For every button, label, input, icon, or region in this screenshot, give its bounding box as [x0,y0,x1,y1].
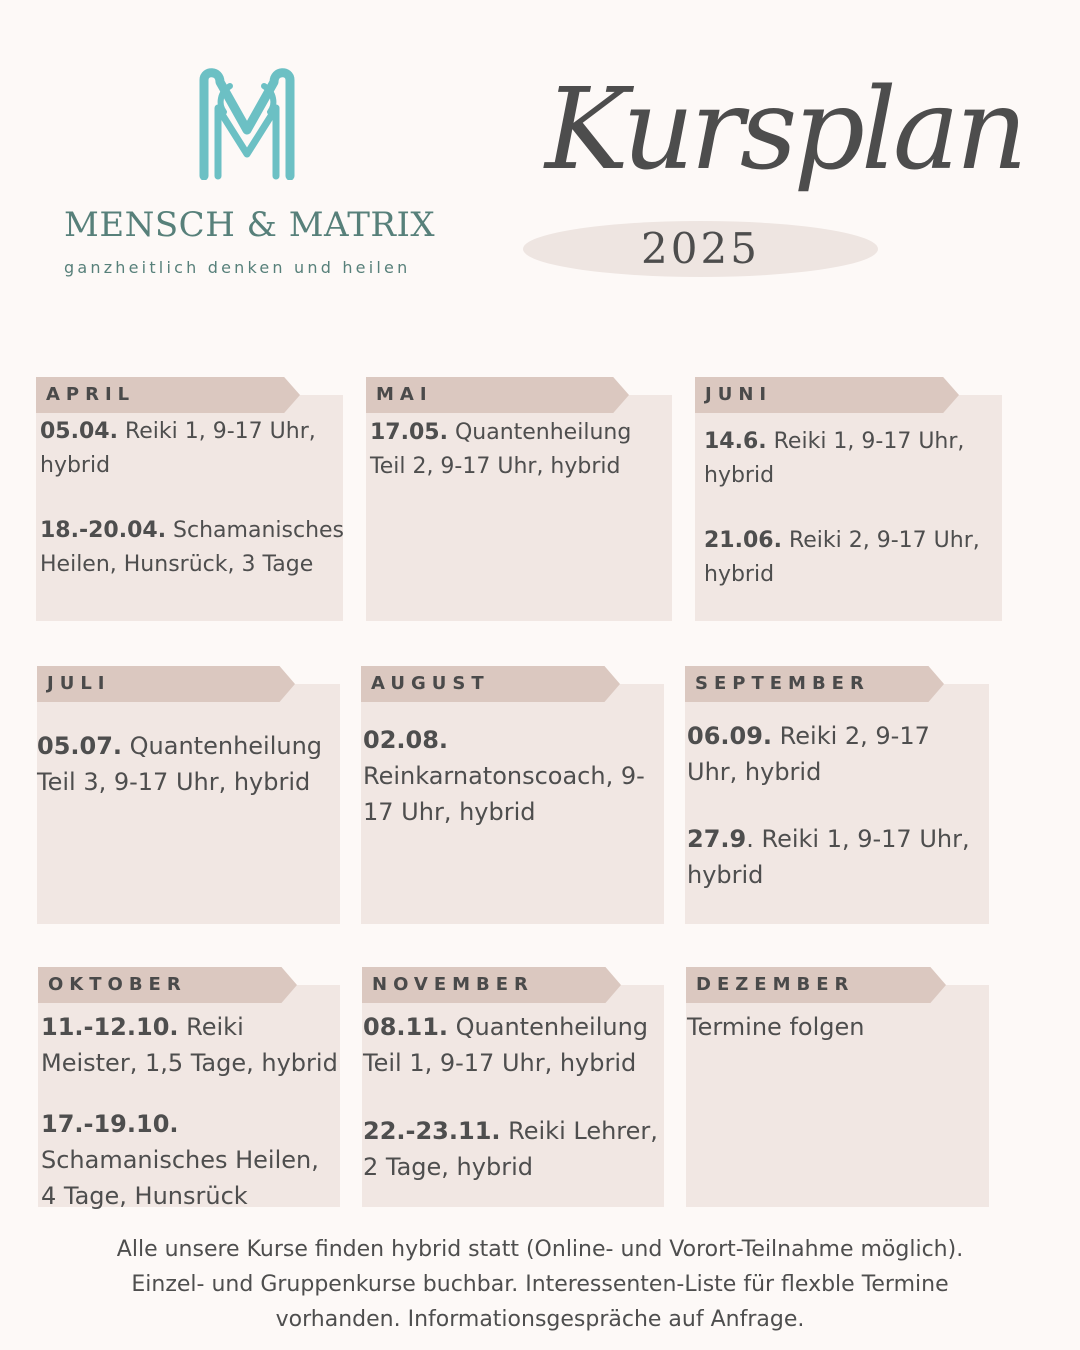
month-card-november [362,967,664,1207]
entry-date: 11.-12.10. [41,1013,179,1041]
month-label: JUNI [705,384,773,405]
card-body [363,722,662,861]
list-item [704,425,1000,493]
card-body [41,1009,338,1245]
list-item [41,1106,338,1214]
entry-text: Reinkarnatonscoach, 9-17 Uhr, hybrid [363,762,645,826]
entry-text: Schamanisches Heilen, Hunsrück, 3 Tage [40,518,345,577]
card-body [40,415,351,613]
entry-date: 05.07. [37,732,123,760]
card-body [363,1009,662,1216]
entry-date: 17.-19.10. [41,1110,179,1138]
entry-text: Quantenheilung Teil 1, 9-17 Uhr, hybrid [363,1013,649,1077]
year-label: 2025 [641,224,760,273]
footer-line: Alle unsere Kurse finden hybrid statt (Online- und Vorort-Teilnahme möglich). [116,1237,964,1262]
month-label: JULI [47,673,111,694]
month-card-dezember [686,967,989,1207]
entry-text: Reiki 1, 9-17 Uhr, hybrid [704,429,965,488]
entry-date: 02.08. [363,726,449,754]
month-card-oktober [38,967,340,1210]
entry-text: Reiki Meister, 1,5 Tage, hybrid [41,1013,338,1077]
entry-date: 18.-20.04. [40,518,167,543]
list-item [37,728,338,800]
entry-date: 06.09. [687,722,773,750]
list-item [687,821,987,893]
month-card-juli [37,666,340,924]
card-body [370,416,670,515]
list-item [363,1113,662,1185]
entry-text: Termine folgen [687,1013,865,1041]
footer-line: vorhanden. Informationsgespräche auf Anfrage. [275,1307,805,1332]
page-title: Kursplan [545,65,1024,195]
footer-note [40,1232,1040,1337]
list-item [363,722,662,830]
month-label: MAI [376,384,433,405]
entry-text: Quantenheilung Teil 3, 9-17 Uhr, hybrid [37,732,323,796]
month-card-juni [695,377,1002,621]
card-body [687,718,987,924]
list-item [40,415,351,483]
entry-date: 27.9 [687,825,747,853]
brand-name: MENSCH & MATRIX [64,205,436,245]
list-item [687,718,987,790]
list-item [40,514,351,582]
entry-text: Reiki Lehrer, 2 Tage, hybrid [363,1117,658,1181]
list-item [370,416,670,484]
mm-monogram-icon [196,68,298,180]
entry-date: 17.05. [370,420,448,445]
list-item [41,1009,338,1081]
entry-date: 05.04. [40,419,118,444]
card-body [687,1009,987,1076]
list-item [363,1009,662,1081]
footer-line: Einzel- und Gruppenkurse buchbar. Interessenten-Liste für flexble Termine [131,1272,949,1297]
month-card-mai [366,377,672,621]
month-label: DEZEMBER [696,974,855,995]
list-item [687,1009,987,1045]
entry-text: Schamanisches Heilen, 4 Tage, Hunsrück [41,1146,319,1210]
entry-date: 08.11. [363,1013,449,1041]
entry-text: Reiki 2, 9-17 Uhr, hybrid [687,722,930,786]
month-label: AUGUST [371,673,490,694]
card-body [704,425,1000,623]
month-card-april [36,377,343,621]
entry-text: Quantenheilung Teil 2, 9-17 Uhr, hybrid [370,420,632,479]
entry-date: 14.6. [704,429,767,454]
list-item [704,524,1000,592]
month-label: SEPTEMBER [695,673,870,694]
card-body [37,728,338,831]
month-label: NOVEMBER [372,974,534,995]
month-card-august [361,666,664,924]
brand-tagline: ganzheitlich denken und heilen [64,258,411,277]
entry-text: . Reiki 1, 9-17 Uhr, hybrid [687,825,970,889]
entry-text: Reiki 1, 9-17 Uhr, hybrid [40,419,316,478]
month-card-september [685,666,989,924]
entry-text: Reiki 2, 9-17 Uhr, hybrid [704,528,980,587]
entry-date: 22.-23.11. [363,1117,501,1145]
entry-date: 21.06. [704,528,782,553]
month-label: OKTOBER [48,974,187,995]
month-label: APRIL [46,384,136,405]
